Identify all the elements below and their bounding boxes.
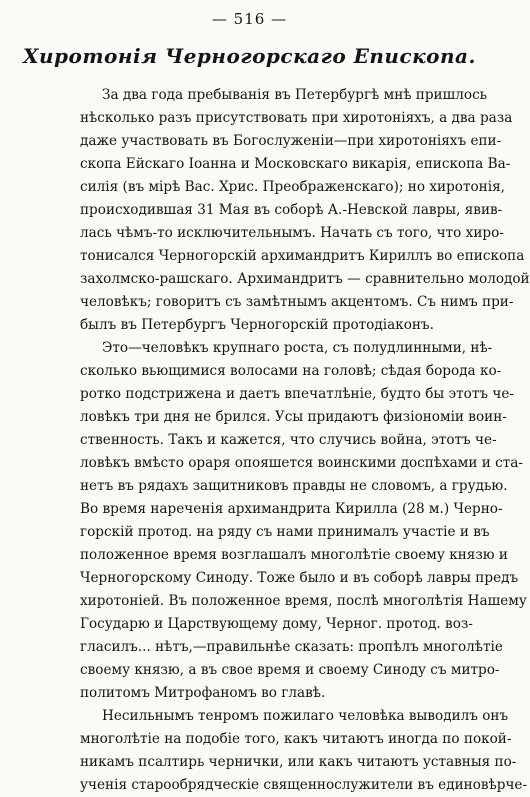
text-line: ротко подстрижена и даетъ впечатлѣніе, будто бы этотъ че- bbox=[80, 386, 514, 402]
text-line: многолѣтіе на подобіе того, какъ читаютъ иногда по покой- bbox=[80, 731, 512, 747]
paragraph bbox=[80, 337, 527, 705]
text-line: ученія старообрядческіе священнослужители въ единовѣрче- bbox=[80, 777, 528, 793]
text-line: ственность. Такъ и кажется, что случись война, этотъ че- bbox=[80, 432, 497, 448]
text-line: ловѣкъ вмѣсто opаря опояшется воинскими доспѣхами и ста- bbox=[80, 455, 523, 471]
text-line: Государю и Царствующему дому, Черног. протод. воз- bbox=[80, 616, 473, 632]
text-line: сколько вьющимися волосами на головѣ; сѣдая борода ко- bbox=[80, 363, 502, 379]
text-line: происходившая 31 Мая въ соборѣ А.-Невской лавры, явив- bbox=[80, 202, 503, 218]
text-line: нетъ въ рядахъ защитниковъ правды не словомъ, а грудью. bbox=[80, 478, 508, 494]
text-line: никамъ псалтирь чернички, или какъ читаютъ уставныя по- bbox=[80, 754, 517, 770]
paragraph bbox=[80, 84, 530, 337]
text-line: политомъ Митрофаномъ во главѣ. bbox=[80, 685, 326, 701]
page-number: — 516 — bbox=[211, 10, 288, 28]
text-line: хиротоніей. Въ положенное время, послѣ многолѣтія Нашему bbox=[80, 593, 527, 609]
text-line: даже участвовать въ Богослуженіи—при хиротоніяхъ епи- bbox=[80, 133, 502, 149]
text-line: Во время нареченія архимандрита Кирилла (28 м.) Черно- bbox=[80, 501, 503, 517]
text-line: положенное время возглашалъ многолѣтіе своему князю и bbox=[80, 547, 508, 563]
text-line: нѣсколько разъ присутствовать при хиротоніяхъ, а два раза bbox=[80, 110, 513, 126]
text-line: своему князю, а въ свое время и своему Синоду съ митро- bbox=[80, 662, 500, 678]
text-line: Несильнымъ тенромъ пожилаго человѣка выводилъ онъ bbox=[102, 708, 509, 724]
text-line: человѣкъ; говоритъ съ замѣтнымъ акцентомъ. Съ нимъ при- bbox=[80, 294, 514, 310]
text-line: Черногорскому Синоду. Тоже было и въ соборѣ лавры предъ bbox=[80, 570, 519, 586]
text-line: Это—человѣкъ крупнаго роста, съ полудлинными, нѣ- bbox=[102, 340, 493, 356]
article-body bbox=[80, 84, 530, 797]
text-line: силія (въ мірѣ Вас. Хрис. Преображенскаго); но хиротонія, bbox=[80, 179, 505, 195]
text-line: скопа Ейскаго Іоанна и Московскаго викарія, епископа Ва- bbox=[80, 156, 511, 172]
text-line: тонисался Черногорскій архимандритъ Кириллъ во епископа bbox=[80, 248, 525, 264]
text-line: гласилъ... нѣтъ,—правильнѣе сказать: пропѣлъ многолѣтіе bbox=[80, 639, 503, 655]
text-line: былъ въ Петербургъ Черногорскій протодіаконъ. bbox=[80, 317, 434, 333]
text-line: горскій протод. на ряду съ нами принималъ участіе и въ bbox=[80, 524, 490, 540]
text-line: ловѣкъ три дня не брился. Усы придаютъ физіономіи воин- bbox=[80, 409, 507, 425]
paragraph bbox=[80, 705, 528, 797]
text-line: захолмско-рашскаго. Архимандритъ — сравнительно молодой bbox=[80, 271, 530, 287]
text-line: лась чѣмъ-то исключительнымъ. Начать съ того, что хиро- bbox=[80, 225, 504, 241]
article-title: Хиротонія Черногорскаго Епископа. bbox=[23, 44, 476, 68]
text-line: За два года пребыванія въ Петербургѣ мнѣ пришлось bbox=[102, 87, 488, 103]
